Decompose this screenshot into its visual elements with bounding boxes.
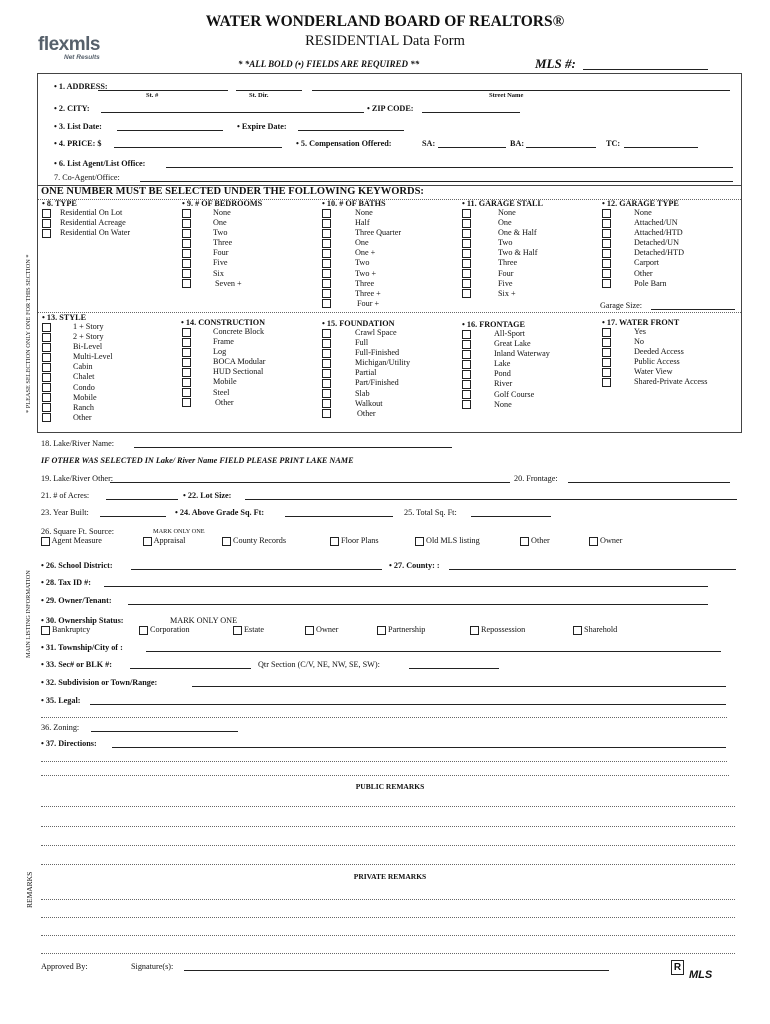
public-remarks-line[interactable] [41,826,735,827]
checkbox[interactable] [462,330,471,339]
checkbox[interactable] [322,249,331,258]
co-agent-label: 7. Co-Agent/Office: [54,173,120,182]
checkbox[interactable] [42,323,51,332]
directions-label: • 37. Directions: [41,739,97,748]
st-dir-input[interactable] [236,81,302,91]
right-border [741,73,742,433]
checkbox[interactable] [182,279,191,288]
public-remarks-line[interactable] [41,806,735,807]
sqft-source-label: 26. Square Ft. Source: [41,527,114,536]
checkbox[interactable] [182,239,191,248]
form-subtitle: RESIDENTIAL Data Form [305,33,465,49]
qtr-input[interactable] [409,659,499,669]
checkbox[interactable] [462,229,471,238]
checkbox[interactable] [602,368,611,377]
above-grade-label: • 24. Above Grade Sq. Ft: [175,508,265,517]
checkbox[interactable] [322,379,331,388]
checkbox[interactable] [322,349,331,358]
checkbox[interactable] [182,209,191,218]
acres-label: 21. # of Acres: [41,491,90,500]
checkbox[interactable] [415,537,424,546]
frontage-title: • 16. FRONTAGE [462,320,525,329]
checkbox[interactable] [602,219,611,228]
type-title: • 8. TYPE [42,199,77,208]
checkbox[interactable] [182,368,191,377]
checkbox[interactable] [42,209,51,218]
checkbox[interactable] [322,219,331,228]
checkbox[interactable] [42,363,51,372]
form-title: WATER WONDERLAND BOARD OF REALTORS® [205,13,565,30]
sqft-option[interactable]: Floor Plans [330,536,379,546]
checkbox[interactable] [42,343,51,352]
checkbox[interactable] [462,340,471,349]
checkbox[interactable] [322,289,331,298]
baths-title: • 10. # OF BATHS [322,199,386,208]
price-label: • 4. PRICE: $ [54,139,102,148]
directions-input[interactable] [112,738,726,748]
checkbox[interactable] [42,413,51,422]
checkbox[interactable] [462,360,471,369]
checkbox[interactable] [462,279,471,288]
checkbox[interactable] [42,383,51,392]
expire-date-input[interactable] [298,121,404,131]
checkbox[interactable] [462,390,471,399]
ownership-option[interactable]: Sharehold [573,625,617,635]
checkbox[interactable] [182,358,191,367]
checkbox[interactable] [42,229,51,238]
sqft-option[interactable]: Other [520,536,550,546]
public-remarks-line[interactable] [41,864,735,865]
checkbox[interactable] [182,229,191,238]
list-date-label: • 3. List Date: [54,122,102,131]
list-agent-input[interactable] [166,158,733,168]
approved-by-label: Approved By: [41,962,88,971]
checkbox[interactable] [462,219,471,228]
year-built-label: 23. Year Built: [41,508,89,517]
street-name-input[interactable] [312,81,730,91]
checkbox[interactable] [602,358,611,367]
city-input[interactable] [101,103,364,113]
price-input[interactable] [114,138,282,148]
checkbox[interactable] [182,269,191,278]
frontage-label: 20. Frontage: [514,474,558,483]
checkbox[interactable] [322,389,331,398]
year-built-input[interactable] [100,507,166,517]
keywords-bottom-border [37,432,742,433]
checkbox[interactable] [462,249,471,258]
garage-type-title: • 12. GARAGE TYPE [602,199,679,208]
ba-input[interactable] [526,138,596,148]
st-num-caption: St. # [146,92,159,99]
checkbox[interactable] [182,388,191,397]
checkbox[interactable] [182,338,191,347]
ownership-option[interactable]: Owner [305,625,338,635]
checkbox[interactable] [222,537,231,546]
checkbox[interactable] [462,380,471,389]
logo-subtext: Net Results [64,54,100,61]
construction-title: • 14. CONSTRUCTION [181,318,266,327]
ownership-option[interactable]: Corporation [139,625,190,635]
checkbox[interactable] [41,537,50,546]
checkbox[interactable] [139,626,148,635]
ownership-option[interactable]: Bankruptcy [41,625,90,635]
checkbox[interactable] [462,269,471,278]
logo-text: flexmls [38,34,100,55]
ownership-option[interactable]: Repossession [470,625,525,635]
private-remarks-line[interactable] [41,953,735,954]
checkbox[interactable] [602,209,611,218]
subdivision-label: • 32. Subdivision or Town/Range: [41,678,158,687]
checkbox[interactable] [462,400,471,409]
checkbox[interactable] [322,269,331,278]
checkbox[interactable] [182,219,191,228]
checkbox[interactable] [42,333,51,342]
acres-input[interactable] [106,490,178,500]
street-name-caption: Street Name [489,92,524,99]
checkbox[interactable] [377,626,386,635]
checkbox[interactable] [41,626,50,635]
checkbox[interactable] [322,329,331,338]
checkbox[interactable] [182,328,191,337]
frontage-input[interactable] [568,473,730,483]
checkbox[interactable] [602,328,611,337]
checkbox[interactable] [602,279,611,288]
required-note: * *ALL BOLD (•) FIELDS ARE REQUIRED ** [238,59,420,69]
public-remarks-line[interactable] [41,845,735,846]
checkbox[interactable] [42,373,51,382]
checkbox[interactable] [322,409,331,418]
county-label: • 27. County: : [389,561,440,570]
checkbox[interactable] [322,369,331,378]
checkbox[interactable] [182,378,191,387]
checkbox[interactable] [233,626,242,635]
mls-input[interactable] [583,58,708,70]
checkbox[interactable] [42,393,51,402]
st-dir-caption: St. Dir. [249,92,269,99]
checkbox[interactable] [42,219,51,228]
co-agent-input[interactable] [140,172,733,182]
checkbox[interactable] [462,209,471,218]
realtor-r-icon: R [671,960,684,975]
sa-label: SA: [422,139,436,148]
directions-extra-line-1 [41,761,727,762]
sqft-option[interactable]: Agent Measure [41,536,102,546]
tc-input[interactable] [624,138,698,148]
checkbox[interactable] [470,626,479,635]
township-input[interactable] [146,642,721,652]
private-remarks-title: PRIVATE REMARKS [353,872,427,881]
checkbox[interactable] [322,209,331,218]
signature-input[interactable] [184,961,609,971]
address-label: • 1. ADDRESS: [54,82,108,91]
owner-input[interactable] [128,595,708,605]
signature-label: Signature(s): [131,962,174,971]
lot-size-label: • 22. Lot Size: [183,491,232,500]
garage-size-input[interactable] [651,300,735,310]
water-front-title: • 17. WATER FRONT [602,318,680,327]
checkbox[interactable] [322,299,331,308]
keywords-heading: ONE NUMBER MUST BE SELECTED UNDER THE FOLLOWING KEYWORDS: [41,186,424,197]
ownership-option[interactable]: Estate [233,625,264,635]
checkbox[interactable] [143,537,152,546]
side-label-selection: * PLEASE SELECTION ONLY ONE FOR THIS SECTION * [25,254,32,413]
tax-id-input[interactable] [104,577,708,587]
qtr-label: Qtr Section (C/V, NE, NW, SE, SW): [258,660,380,669]
zip-label: • ZIP CODE: [367,104,414,113]
compensation-label: • 5. Compensation Offered: [296,139,392,148]
lake-river-input[interactable] [134,438,452,448]
checkbox[interactable] [520,537,529,546]
mls-logo-text: MLS [689,969,713,981]
bedrooms-title: • 9. # OF BEDROOMS [182,199,263,208]
checkbox[interactable] [182,249,191,258]
legal-label: • 35. Legal: [41,696,81,705]
legal-extra-line [41,717,727,718]
directions-extra-line-2 [41,775,729,776]
sqft-option[interactable]: Owner [589,536,622,546]
checkbox[interactable] [462,289,471,298]
sa-input[interactable] [438,138,506,148]
school-label: • 26. School District: [41,561,113,570]
total-sqft-input[interactable] [471,507,551,517]
list-agent-label: • 6. List Agent/List Office: [54,159,146,168]
checkbox[interactable] [322,259,331,268]
private-remarks-line[interactable] [41,917,735,918]
lake-note: IF OTHER WAS SELECTED IN Lake/ River Name FIELD PLEASE PRINT LAKE NAME [41,456,354,465]
checkbox[interactable] [182,259,191,268]
garage-size-label: Garage Size: [600,301,643,310]
checkbox[interactable] [462,370,471,379]
township-label: • 31. Township/City of : [41,643,123,652]
mls-label: MLS #: [535,56,576,71]
checkbox[interactable] [462,239,471,248]
sqft-option[interactable]: Old MLS listing [415,536,480,546]
checkbox[interactable] [602,239,611,248]
checkbox[interactable] [182,348,191,357]
list-date-input[interactable] [117,121,223,131]
sqft-option[interactable]: Appraisal [143,536,185,546]
zip-input[interactable] [422,103,520,113]
expire-date-label: • Expire Date: [237,122,287,131]
side-label-remarks: REMARKS [25,871,34,908]
sec-input[interactable] [130,659,251,669]
ownership-label: • 30. Ownership Status: [41,616,124,625]
checkbox[interactable] [305,626,314,635]
sqft-mark-only-one: MARK ONLY ONE [153,528,205,535]
public-remarks-title: PUBLIC REMARKS [355,782,425,791]
checkbox[interactable] [602,269,611,278]
checkbox[interactable] [42,353,51,362]
checkbox[interactable] [42,403,51,412]
checkbox[interactable] [602,338,611,347]
left-border [37,73,38,433]
lake-other-input[interactable] [110,473,510,483]
tc-label: TC: [606,139,621,148]
foundation-title: • 15. FOUNDATION [322,319,395,328]
checkbox[interactable] [573,626,582,635]
ownership-option[interactable]: Partnership [377,625,425,635]
checkbox[interactable] [462,350,471,359]
checkbox[interactable] [602,229,611,238]
zoning-input[interactable] [91,722,238,732]
checkbox[interactable] [602,259,611,268]
checkbox[interactable] [322,359,331,368]
checkbox[interactable] [322,229,331,238]
checkbox[interactable] [182,398,191,407]
checkbox[interactable] [602,378,611,387]
sec-label: • 33. Sec# or BLK #: [41,660,112,669]
top-border [37,73,742,74]
school-input[interactable] [131,560,382,570]
checkbox[interactable] [462,259,471,268]
row-divider [38,312,741,313]
owner-label: • 29. Owner/Tenant: [41,596,112,605]
ownership-mark-only-one: MARK ONLY ONE [170,616,238,625]
checkbox[interactable] [322,279,331,288]
realtor-mls-logo [667,958,727,984]
style-title: • 13. STYLE [42,313,87,322]
lake-other-label: 19. Lake/River Other: [41,474,114,483]
zoning-label: 36. Zoning: [41,723,80,732]
subdivision-input[interactable] [192,677,726,687]
private-remarks-line[interactable] [41,935,735,936]
side-label-main-listing: MAIN LISTING INFORMATION [25,570,32,658]
checkbox[interactable] [322,239,331,248]
checkbox[interactable] [589,537,598,546]
checkbox[interactable] [330,537,339,546]
garage-stall-title: • 11. GARAGE STALL [462,199,543,208]
tax-id-label: • 28. Tax ID #: [41,578,91,587]
ba-label: BA: [510,139,525,148]
total-sqft-label: 25. Total Sq. Ft: [404,508,457,517]
st-num-input[interactable] [98,81,228,91]
county-input[interactable] [449,560,736,570]
checkbox[interactable] [322,339,331,348]
checkbox[interactable] [602,348,611,357]
above-grade-input[interactable] [285,507,393,517]
lake-river-label: 18. Lake/River Name: [41,439,114,448]
sqft-option[interactable]: County Records [222,536,286,546]
legal-input[interactable] [90,695,726,705]
city-label: • 2. CITY: [54,104,90,113]
private-remarks-line[interactable] [41,899,735,900]
checkbox[interactable] [322,399,331,408]
checkbox[interactable] [602,249,611,258]
lot-size-input[interactable] [245,490,737,500]
